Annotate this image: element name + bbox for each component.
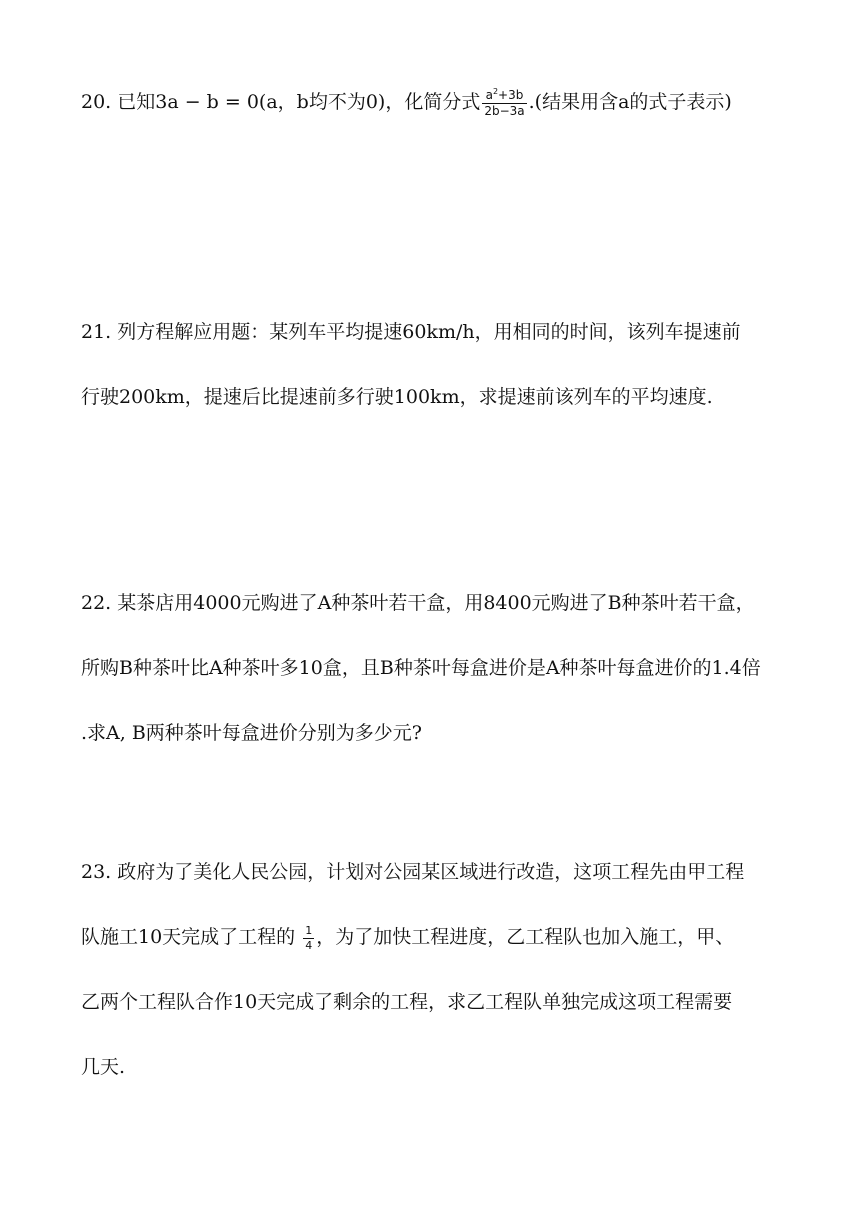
problem-23-line-2-after: ，为了加快工程进度，乙工程队也加入施工，甲、 (316, 926, 735, 948)
problem-21-line-1: 21. 列方程解应用题：某列车平均提速60km/h，用相同的时间，该列车提速前 (81, 321, 741, 343)
problem-23-fraction (303, 925, 314, 952)
problem-21 (81, 312, 781, 417)
problem-21-line-2: 行驶200km，提速后比提速前多行驶100km，求提速前该列车的平均速度. (81, 386, 713, 408)
fraction-denominator: 2b−3a (484, 103, 525, 118)
problem-23-line-2-before: 队施工10天完成了工程的 (81, 926, 302, 948)
numerator-exponent: 2 (492, 86, 499, 96)
numerator-base: a (485, 87, 493, 102)
problem-20-text-after: .(结果用含a的式子表示) (528, 91, 732, 113)
problem-20-fraction (482, 86, 526, 118)
problem-22-line-2: 所购B种茶叶比A种茶叶多10盒，且B种茶叶每盒进价是A种茶叶每盒进价的1.4倍 (81, 657, 761, 679)
problem-23-line-1: 23. 政府为了美化人民公园，计划对公园某区域进行改造，这项工程先由甲工程 (81, 861, 745, 883)
problem-20-line (81, 82, 781, 122)
numerator-rest: +3b (498, 87, 524, 102)
problem-23-line-3: 乙两个工程队合作10天完成了剩余的工程，求乙工程队单独完成这项工程需要 (81, 991, 733, 1013)
problem-22 (81, 583, 781, 753)
problem-22-line-3: .求A, B两种茶叶每盒进价分别为多少元? (81, 722, 422, 744)
problem-23-line-4: 几天. (81, 1056, 126, 1078)
fraction-numerator (482, 86, 526, 104)
problem-20 (81, 82, 781, 122)
problem-23-line-2 (81, 917, 781, 957)
problem-22-line-1: 22. 某茶店用4000元购进了A种茶叶若干盒，用8400元购进了B种茶叶若干盒， (81, 592, 755, 614)
fraction-denominator: 4 (305, 938, 313, 952)
problem-23 (81, 852, 781, 1087)
fraction-numerator: 1 (305, 923, 313, 937)
problem-20-text-before: 20. 已知3a − b = 0(a，b均不为0)，化简分式 (81, 91, 481, 113)
